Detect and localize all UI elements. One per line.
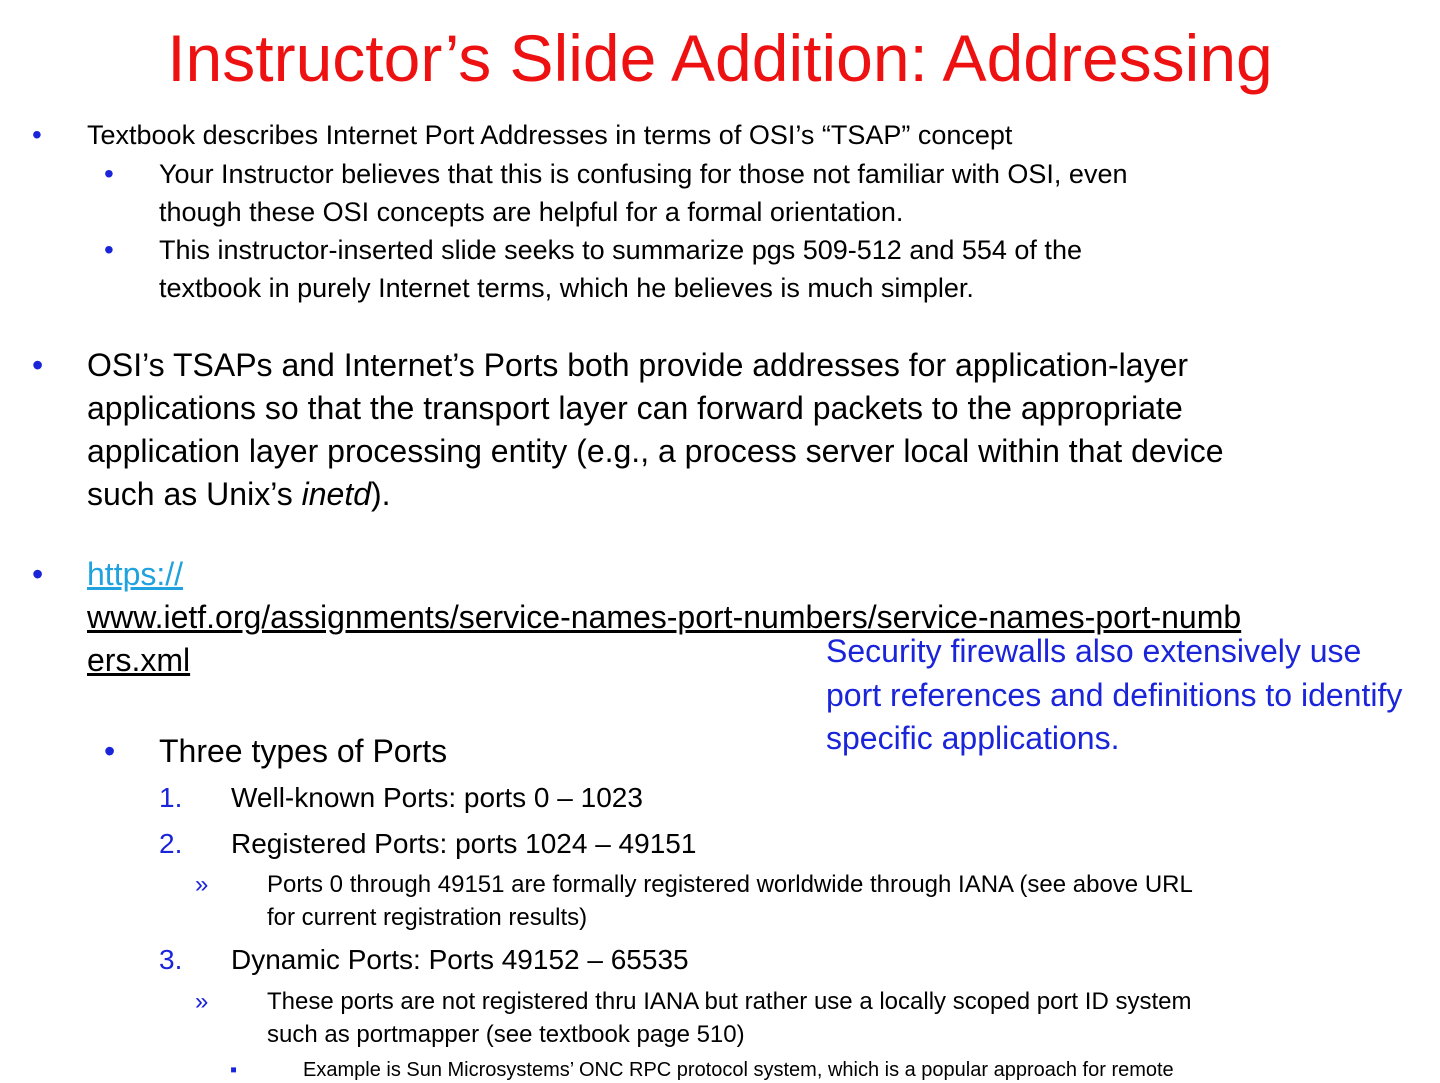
list-number: 2. bbox=[159, 828, 183, 859]
port-detail-text: These ports are not registered thru IANA but rather use a locally scoped port ID system bbox=[267, 988, 1192, 1015]
sub-bullet-marker: • bbox=[104, 158, 114, 189]
sub-bullet-text: textbook in purely Internet terms, which he believes is much simpler. bbox=[159, 273, 974, 303]
chevron-marker: » bbox=[195, 871, 209, 898]
chevron-marker: » bbox=[195, 988, 209, 1015]
inetd-italic: inetd bbox=[301, 476, 371, 512]
bullet-text: Textbook describes Internet Port Addresses in terms of OSI’s “TSAP” concept bbox=[87, 120, 1013, 150]
bullet-text: such as Unix’s inetd). bbox=[87, 476, 391, 512]
slide-title: Instructor’s Slide Addition: Addressing bbox=[167, 21, 1273, 95]
bullet-text: application layer processing entity (e.g., a process server local within that device bbox=[87, 433, 1224, 469]
port-detail-text: such as portmapper (see textbook page 510) bbox=[267, 1021, 745, 1048]
sub-bullet-text: though these OSI concepts are helpful for a formal orientation. bbox=[159, 197, 904, 227]
sub-bullet-marker: • bbox=[104, 234, 114, 265]
port-type-item: Well-known Ports: ports 0 – 1023 bbox=[231, 782, 643, 813]
url-link-part2[interactable]: www.ietf.org/assignments/service-names-port-numbers/service-names-port-numb bbox=[87, 599, 1242, 635]
bullet-marker: • bbox=[32, 347, 44, 383]
bullet-marker: • bbox=[32, 119, 42, 150]
square-marker: ▪ bbox=[230, 1059, 238, 1081]
list-number: 3. bbox=[159, 944, 183, 975]
sub-bullet-text: Your Instructor believes that this is confusing for those not familiar with OSI, even bbox=[159, 159, 1128, 189]
bullet-text: OSI’s TSAPs and Internet’s Ports both provide addresses for application-layer bbox=[87, 347, 1189, 383]
port-type-item: Dynamic Ports: Ports 49152 – 65535 bbox=[231, 944, 689, 975]
firewall-callout: Security firewalls also extensively use port references and definitions to identify specific applications. bbox=[826, 633, 1403, 756]
sub-bullet-text: This instructor-inserted slide seeks to summarize pgs 509-512 and 554 of the bbox=[159, 235, 1082, 265]
bullet-marker: • bbox=[32, 556, 44, 592]
url-link-part3[interactable]: ers.xml bbox=[87, 642, 191, 678]
bullet-text: applications so that the transport layer can forward packets to the appropriate bbox=[87, 390, 1183, 426]
port-type-item: Registered Ports: ports 1024 – 49151 bbox=[231, 828, 697, 859]
list-number: 1. bbox=[159, 782, 183, 813]
port-detail-text: for current registration results) bbox=[267, 904, 588, 931]
url-link-part1[interactable]: https:// bbox=[87, 556, 184, 592]
sub-bullet-marker: • bbox=[104, 733, 116, 769]
port-detail-text: Ports 0 through 49151 are formally registered worldwide through IANA (see above URL bbox=[267, 871, 1193, 898]
ports-heading: Three types of Ports bbox=[159, 733, 448, 769]
example-text: Example is Sun Microsystems’ ONC RPC protocol system, which is a popular approach for remote bbox=[303, 1059, 1174, 1081]
